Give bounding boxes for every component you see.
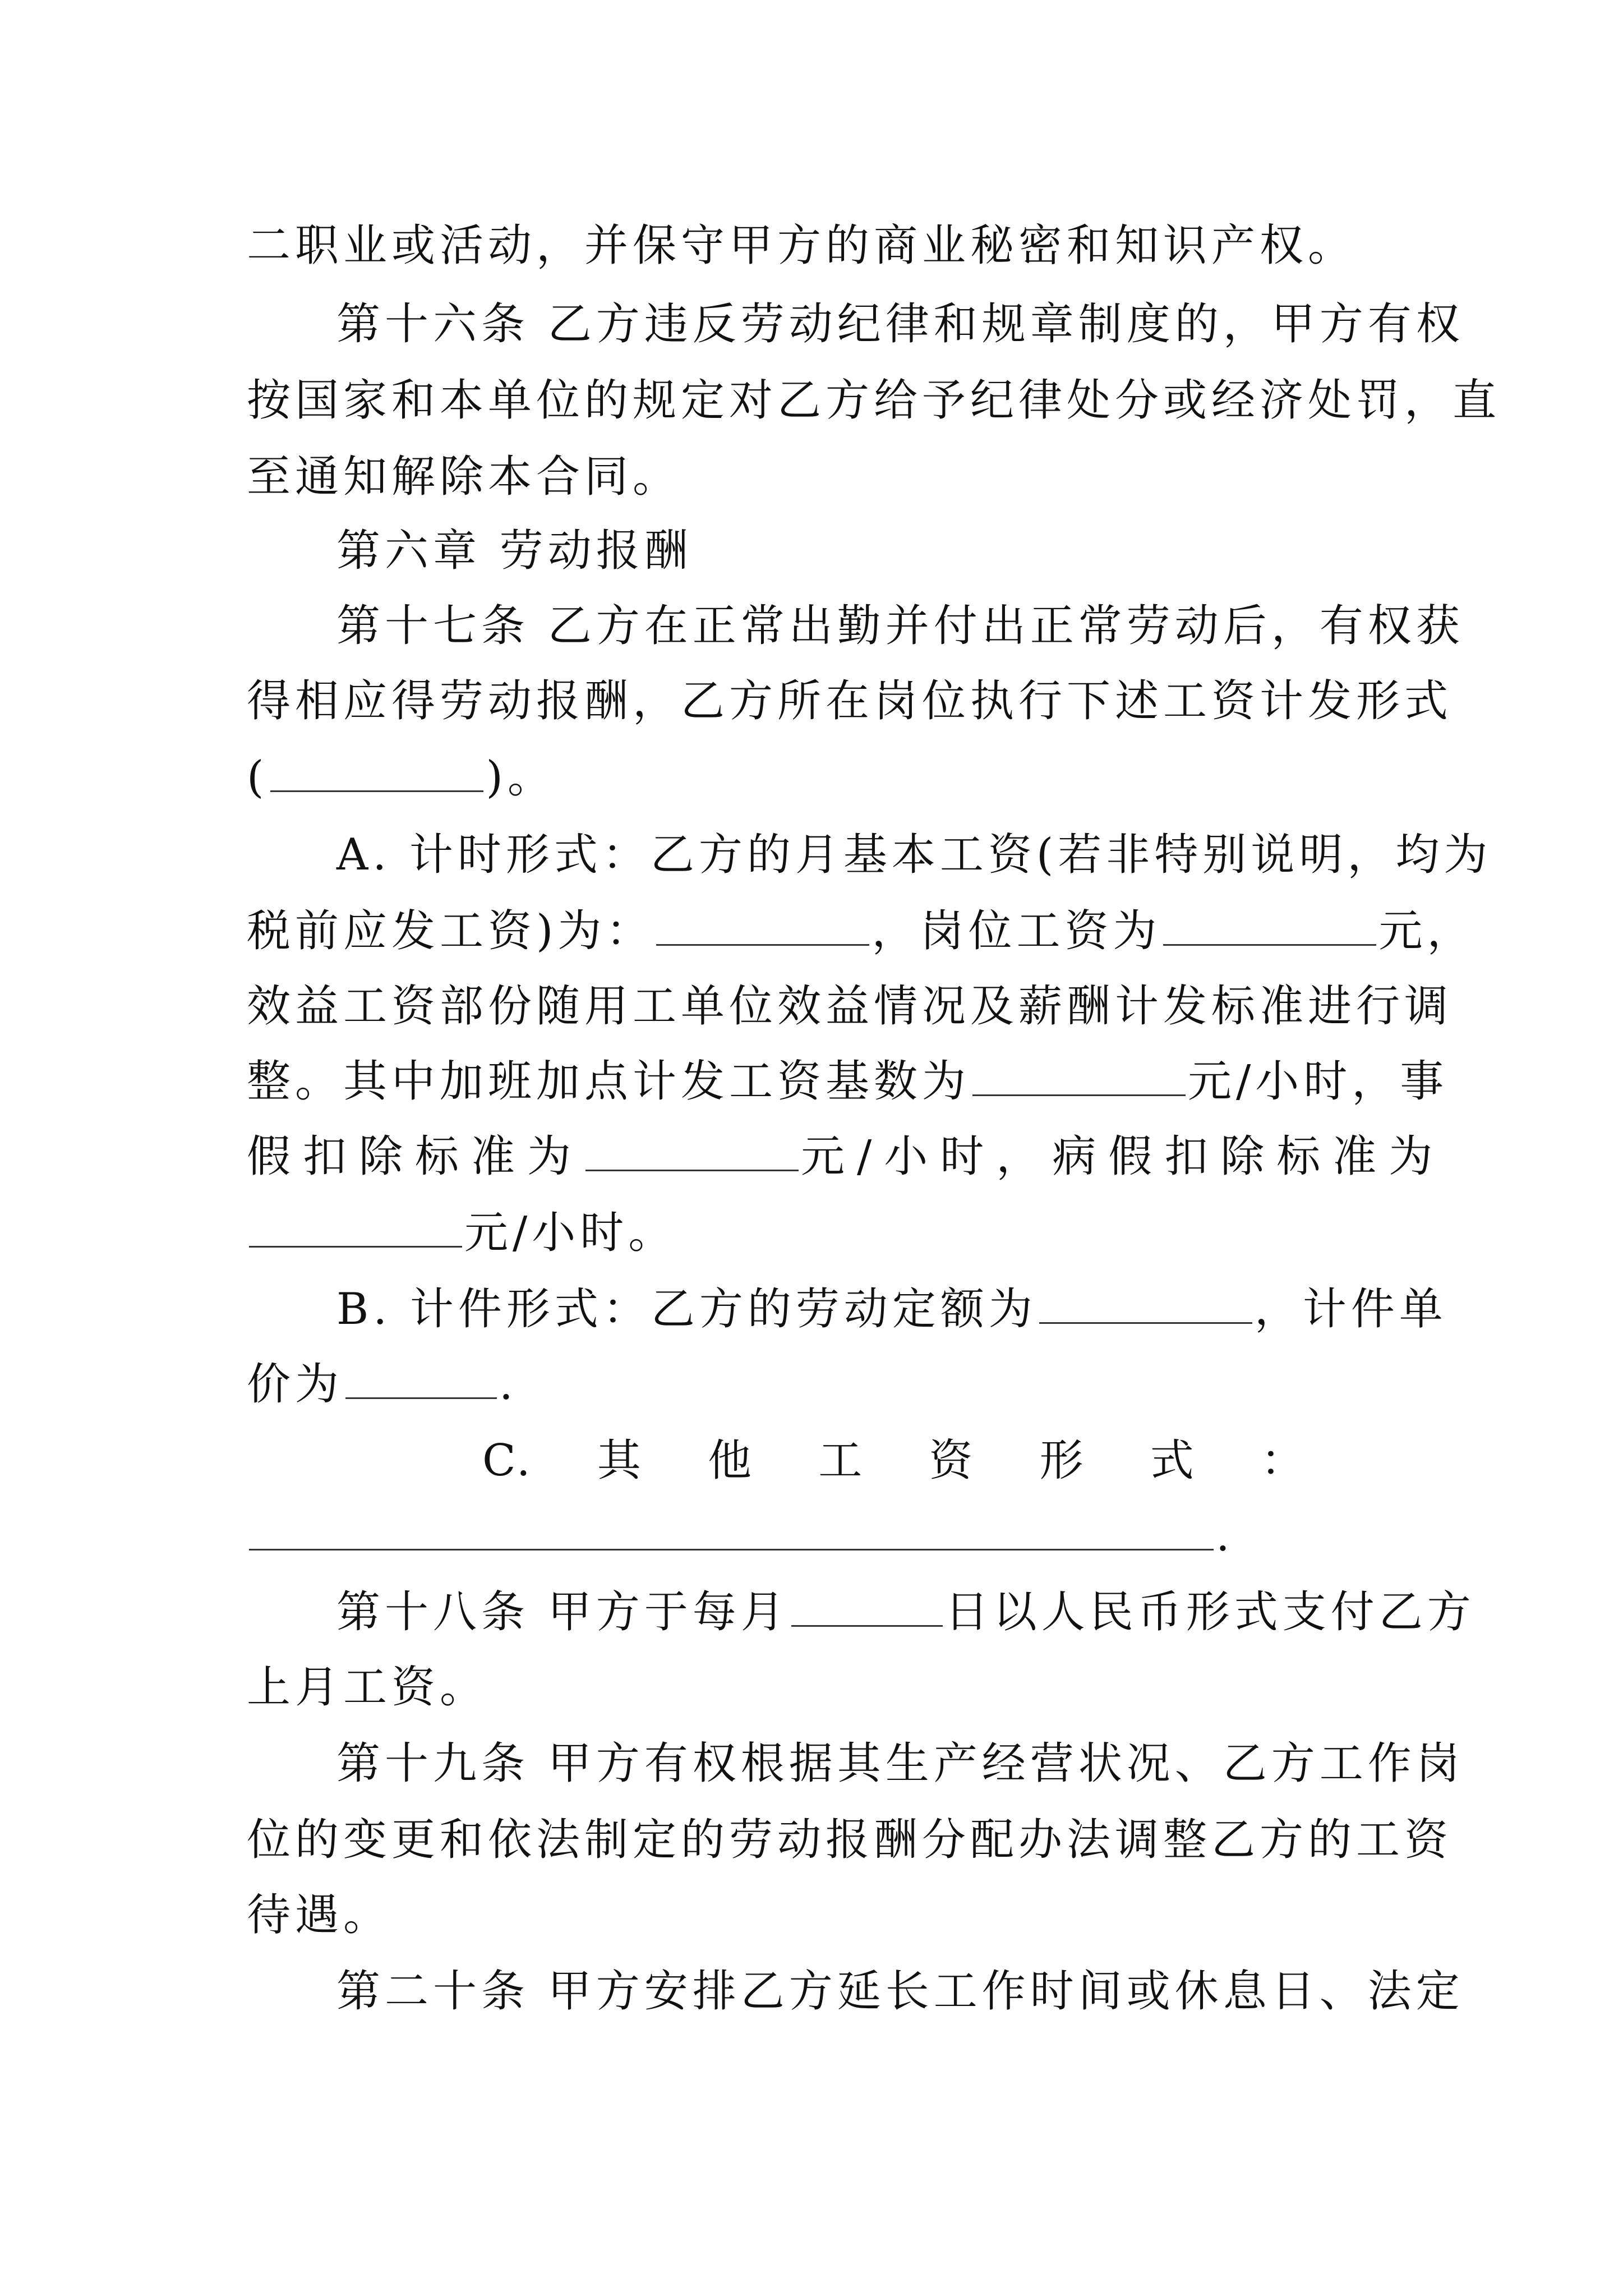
option-c (482, 1433, 1391, 1489)
work-quota-blank[interactable] (1039, 1282, 1252, 1324)
sick-leave-blank[interactable] (249, 1205, 462, 1248)
pay-day-blank[interactable] (791, 1585, 943, 1627)
overtime-base-blank[interactable] (972, 1054, 1186, 1096)
text-span: 元/小时，病假扣除标准为 (801, 1131, 1445, 1182)
text-line: 至通知解除本合同。 (247, 452, 681, 502)
unit-price-blank[interactable] (345, 1357, 497, 1399)
article-20: 第二十条 甲方安排乙方延长工作时间或休息日、法定 (336, 1966, 1464, 2017)
text-line (247, 1356, 1391, 1412)
article-17: 第十七条 乙方在正常出勤并付出正常劳动后，有权获 (336, 601, 1464, 651)
personal-leave-blank[interactable] (585, 1129, 799, 1171)
text-span: ，计件单 (1254, 1284, 1447, 1335)
basic-salary-blank[interactable] (656, 904, 869, 946)
text-span: 日以人民币形式支付乙方 (944, 1587, 1476, 1637)
text-span: . (499, 1359, 518, 1410)
text-line (247, 1053, 1449, 1110)
text-line: 二职业或活动，并保守甲方的商业秘密和知识产权。 (247, 220, 1357, 271)
text-span: ，岗位工资为 (872, 906, 1161, 956)
paren-open: ( (247, 752, 269, 803)
text-line (247, 903, 1476, 959)
option-b (336, 1281, 1447, 1337)
text-span: C. 其 他 工 资 形 式 ： (482, 1435, 1307, 1486)
text-line (247, 1205, 1391, 1261)
article-18 (336, 1584, 1476, 1640)
text-line (247, 1508, 1391, 1564)
text-span: 元/小时。 (464, 1208, 677, 1258)
text-line: 按国家和本单位的规定对乙方给予纪律处分或经济处罚，直 (247, 375, 1501, 426)
option-a: A. 计时形式：乙方的月基本工资(若非特别说明，均为 (336, 830, 1492, 880)
text-span: 假扣除标准为 (247, 1131, 584, 1182)
text-span: 整。其中加班加点计发工资基数为 (247, 1056, 971, 1107)
text-line: 待遇。 (247, 1890, 392, 1940)
text-span: 价为 (247, 1359, 344, 1410)
other-wage-blank[interactable] (249, 1508, 1214, 1550)
text-line: 上月工资。 (247, 1662, 488, 1713)
post-salary-blank[interactable] (1163, 904, 1376, 946)
text-span: . (1216, 1511, 1234, 1561)
chapter-heading: 第六章 劳动报酬 (336, 526, 693, 576)
text-line (247, 1129, 1445, 1185)
text-line: 位的变更和依法制定的劳动报酬分配办法调整乙方的工资 (247, 1815, 1453, 1865)
text-line: 效益工资部份随用工单位效益情况及薪酬计发标准进行调 (247, 981, 1453, 1032)
text-span: 税前应发工资)为： (247, 906, 654, 956)
text-line (247, 749, 1391, 806)
text-line: 得相应得劳动报酬，乙方所在岗位执行下述工资计发形式 (247, 676, 1453, 726)
text-span: 元/小时，事 (1188, 1056, 1449, 1107)
article-19: 第十九条 甲方有权根据其生产经营状况、乙方工作岗 (336, 1738, 1464, 1789)
wage-form-blank[interactable] (270, 750, 483, 792)
text-span: 第十八条 甲方于每月 (336, 1587, 789, 1637)
paren-close: )。 (486, 752, 556, 803)
text-span: B. 计件形式：乙方的劳动定额为 (336, 1284, 1037, 1335)
text-span: 元， (1378, 906, 1476, 956)
article-16: 第十六条 乙方违反劳动纪律和规章制度的，甲方有权 (336, 299, 1464, 349)
